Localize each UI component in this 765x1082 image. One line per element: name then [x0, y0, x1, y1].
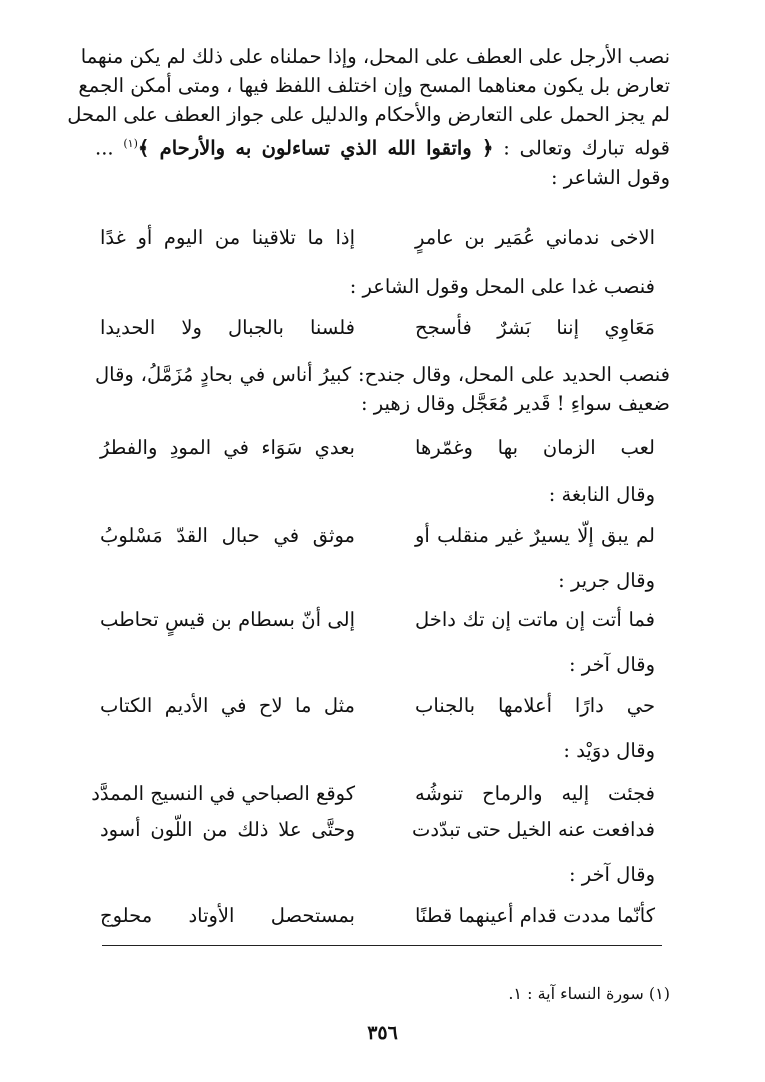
paragraph-line: فنصب الحديد على المحل، وقال جندح: كبيرُ أناس في بحادٍ مُزَمَّلُ، وقال: [95, 363, 670, 386]
footnote-ref: (١): [123, 137, 138, 150]
commentary-line: فنصب غدا على المحل وقول الشاعر :: [349, 275, 655, 298]
verse-hemistich-right: لعب الزمان بها وغمّرها: [415, 436, 655, 459]
verse-hemistich-right: حي دارًا أعلامها بالجناب: [415, 694, 655, 717]
poet-label: وقال آخر :: [568, 863, 655, 886]
verse: [100, 520, 655, 552]
page-number: ٣٥٦: [367, 1022, 398, 1044]
paragraph-line: نصب الأرجل على العطف على المحل، وإذا حملناه على ذلك لم يكن منهما: [80, 45, 670, 68]
verse: [100, 222, 655, 254]
text-fragment: ...: [95, 136, 124, 160]
verse: [100, 312, 655, 344]
verse-hemistich-right: لم يبق إلّا يسيرٌ غير منقلب أو: [415, 524, 655, 547]
verse-hemistich-right: كأنّما مددت قدام أعينهما قطنًا: [415, 904, 655, 927]
paragraph-line: وقول الشاعر :: [550, 165, 670, 189]
verse: [100, 432, 655, 464]
footnote-divider: [102, 945, 662, 946]
poet-label: وقال النابغة :: [548, 483, 655, 506]
poet-label: وقال جرير :: [558, 569, 655, 592]
paragraph-line: لم يجز الحمل على التعارض والأحكام والدليل على جواز العطف على المحل: [67, 103, 670, 126]
verse-hemistich-left: موثق في حبال القدّ مَسْلوبُ: [100, 524, 355, 547]
footnote: (١) سورة النساء آية : ١.: [508, 984, 670, 1003]
verse: [100, 690, 655, 722]
paragraph-1: [67, 42, 670, 192]
verse-hemistich-left: وحتَّى علا ذلك من اللّون أسود: [100, 818, 355, 841]
verse-hemistich-left: مثل ما لاح في الأديم الكتاب: [100, 694, 355, 717]
verse-hemistich-left: كوقع الصباحي في النسيج الممدَّد: [91, 782, 355, 805]
verse: [91, 778, 655, 810]
poet-label: وقال دوَيْد :: [563, 739, 655, 762]
verse-hemistich-right: الاخى ندماني عُمَير بن عامرٍ: [415, 226, 655, 249]
text-fragment: قوله تبارك وتعالى :: [493, 136, 670, 160]
verse-hemistich-left: إلى أنّ بسطام بن قيسٍ تحاطب: [100, 608, 355, 631]
verse-hemistich-left: بمستحصل الأوتاد محلوج: [100, 904, 355, 927]
paragraph-line: تعارض بل يكون معناهما المسح وإن اختلف اللفظ فيها ، ومتى أمكن الجمع: [78, 74, 670, 97]
verse: [100, 604, 655, 636]
paragraph-line: ضعيف سواءِ ! قَدير مُعَجَّل وقال زهير :: [361, 392, 670, 415]
verse-hemistich-right: فما أتت إن ماتت إن تك داخل: [415, 608, 655, 631]
verse-hemistich-left: إذا ما تلاقينا من اليوم أو غدًا: [100, 226, 355, 249]
verse-hemistich-left: بعدي سَوَاء في المودِ والفطرُ: [100, 436, 355, 459]
poet-label: وقال آخر :: [568, 653, 655, 676]
verse-hemistich-left: فلسنا بالجبال ولا الحديدا: [100, 316, 355, 339]
verse: [100, 900, 655, 932]
verse-hemistich-right: فجئت إليه والرماح تنوشُه: [415, 782, 655, 805]
verse-hemistich-right: فدافعت عنه الخيل حتى تبدّدت: [412, 818, 655, 841]
paragraph-2: [95, 360, 670, 418]
paragraph-line-with-quote: [95, 129, 670, 163]
quran-quote: ﴿ واتقوا الله الذي تساءلون به والأرحام ﴾: [137, 136, 494, 160]
verse-hemistich-right: مَعَاوِي إننا بَشرٌ فأسجح: [415, 316, 655, 339]
verse: [100, 814, 655, 846]
